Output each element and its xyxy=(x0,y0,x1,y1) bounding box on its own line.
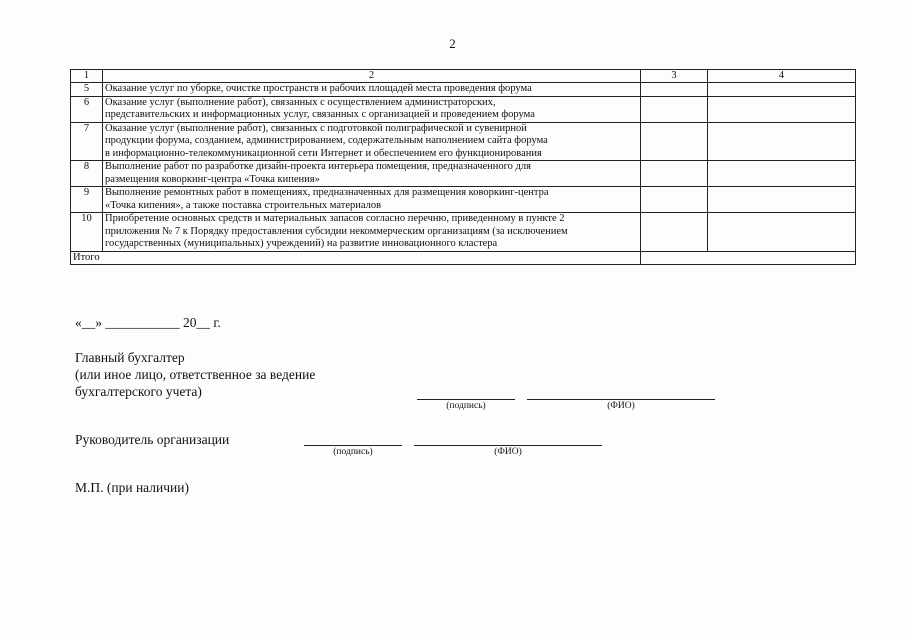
head-name-caption: (ФИО) xyxy=(494,447,522,457)
row-number: 7 xyxy=(71,122,103,161)
table-row xyxy=(71,187,856,213)
total-value xyxy=(641,251,856,265)
head-name-line[interactable] xyxy=(414,445,602,446)
col-header-1: 1 xyxy=(71,70,103,83)
table-row xyxy=(71,96,856,122)
row-cell-4 xyxy=(708,213,856,252)
row-text-line: Выполнение работ по разработке дизайн-проекта интерьера помещения, предназначенного для xyxy=(105,161,531,172)
page-number: 2 xyxy=(449,36,456,51)
row-cell-3 xyxy=(641,187,708,213)
total-row xyxy=(71,251,856,265)
row-description xyxy=(103,83,641,97)
date-line: «__» ___________ 20__ г. xyxy=(75,315,221,330)
row-number: 10 xyxy=(71,213,103,252)
total-label: Итого xyxy=(71,251,641,265)
row-cell-3 xyxy=(641,213,708,252)
head-signature-line[interactable] xyxy=(304,445,402,446)
stamp-label: М.П. (при наличии) xyxy=(75,480,189,495)
table-header-row xyxy=(71,70,856,83)
row-cell-3 xyxy=(641,122,708,161)
table-row xyxy=(71,83,856,97)
col-header-2: 2 xyxy=(103,70,641,83)
row-number: 5 xyxy=(71,83,103,97)
row-cell-3 xyxy=(641,96,708,122)
row-text-line: приложения № 7 к Порядку предоставления субсидии некоммерческим организациям (за исключением xyxy=(105,225,568,237)
row-text-line: Оказание услуг (выполнение работ), связанных с осуществлением администраторских, xyxy=(105,96,496,108)
row-text-line: Приобретение основных средств и материальных запасов согласно перечню, приведенному в пункте 2 xyxy=(105,213,565,224)
row-cell-4 xyxy=(708,161,856,187)
row-cell-4 xyxy=(708,187,856,213)
col-header-4: 4 xyxy=(708,70,856,83)
row-cell-3 xyxy=(641,83,708,97)
row-text-line: Оказание услуг по уборке, очистке пространств и рабочих площадей места проведения форума xyxy=(105,83,532,94)
row-text-line: в информационно-телекоммуникационной сети Интернет и обеспечением его функционирования xyxy=(105,147,542,159)
row-description xyxy=(103,122,641,161)
chief-accountant-line: бухгалтерского учета) xyxy=(75,384,202,399)
table-row xyxy=(71,122,856,161)
chief-accountant-name-line[interactable] xyxy=(527,399,715,400)
chief-accountant-signature-line[interactable] xyxy=(417,399,515,400)
row-description xyxy=(103,161,641,187)
row-number: 6 xyxy=(71,96,103,122)
row-number: 8 xyxy=(71,161,103,187)
row-text-line: Оказание услуг (выполнение работ), связанных с подготовкой полиграфической и сувенирной xyxy=(105,122,527,134)
chief-accountant-name-caption: (ФИО) xyxy=(607,401,635,411)
row-cell-4 xyxy=(708,122,856,161)
head-sign-caption: (подпись) xyxy=(333,447,373,457)
chief-accountant-line: (или иное лицо, ответственное за ведение xyxy=(75,367,316,382)
chief-accountant-sign-caption: (подпись) xyxy=(446,401,486,411)
row-text-line: Выполнение ремонтных работ в помещениях, предназначенных для размещения коворкинг-центра xyxy=(105,187,549,198)
row-cell-3 xyxy=(641,161,708,187)
expense-table xyxy=(70,69,856,265)
row-text-line: «Точка кипения», а также поставка строительных материалов xyxy=(105,199,382,211)
row-text-line: представительских и информационных услуг, связанных с организацией и проведением форума xyxy=(105,109,535,120)
row-cell-4 xyxy=(708,96,856,122)
row-text-line: государственных (муниципальных) учреждений) на развитие инновационного кластера xyxy=(105,238,498,249)
table-row xyxy=(71,161,856,187)
row-text-line: продукции форума, созданием, администрированием, содержательным наполнением сайта форума xyxy=(105,135,548,146)
col-header-3: 3 xyxy=(641,70,708,83)
row-description xyxy=(103,187,641,213)
head-label: Руководитель организации xyxy=(75,432,230,447)
row-text-line: размещения коворкинг-центра «Точка кипения» xyxy=(105,173,320,185)
row-description xyxy=(103,213,641,252)
row-number: 9 xyxy=(71,187,103,213)
chief-accountant-line: Главный бухгалтер xyxy=(75,350,185,365)
chief-accountant-label xyxy=(75,349,315,400)
table-row xyxy=(71,213,856,252)
row-cell-4 xyxy=(708,83,856,97)
row-description xyxy=(103,96,641,122)
